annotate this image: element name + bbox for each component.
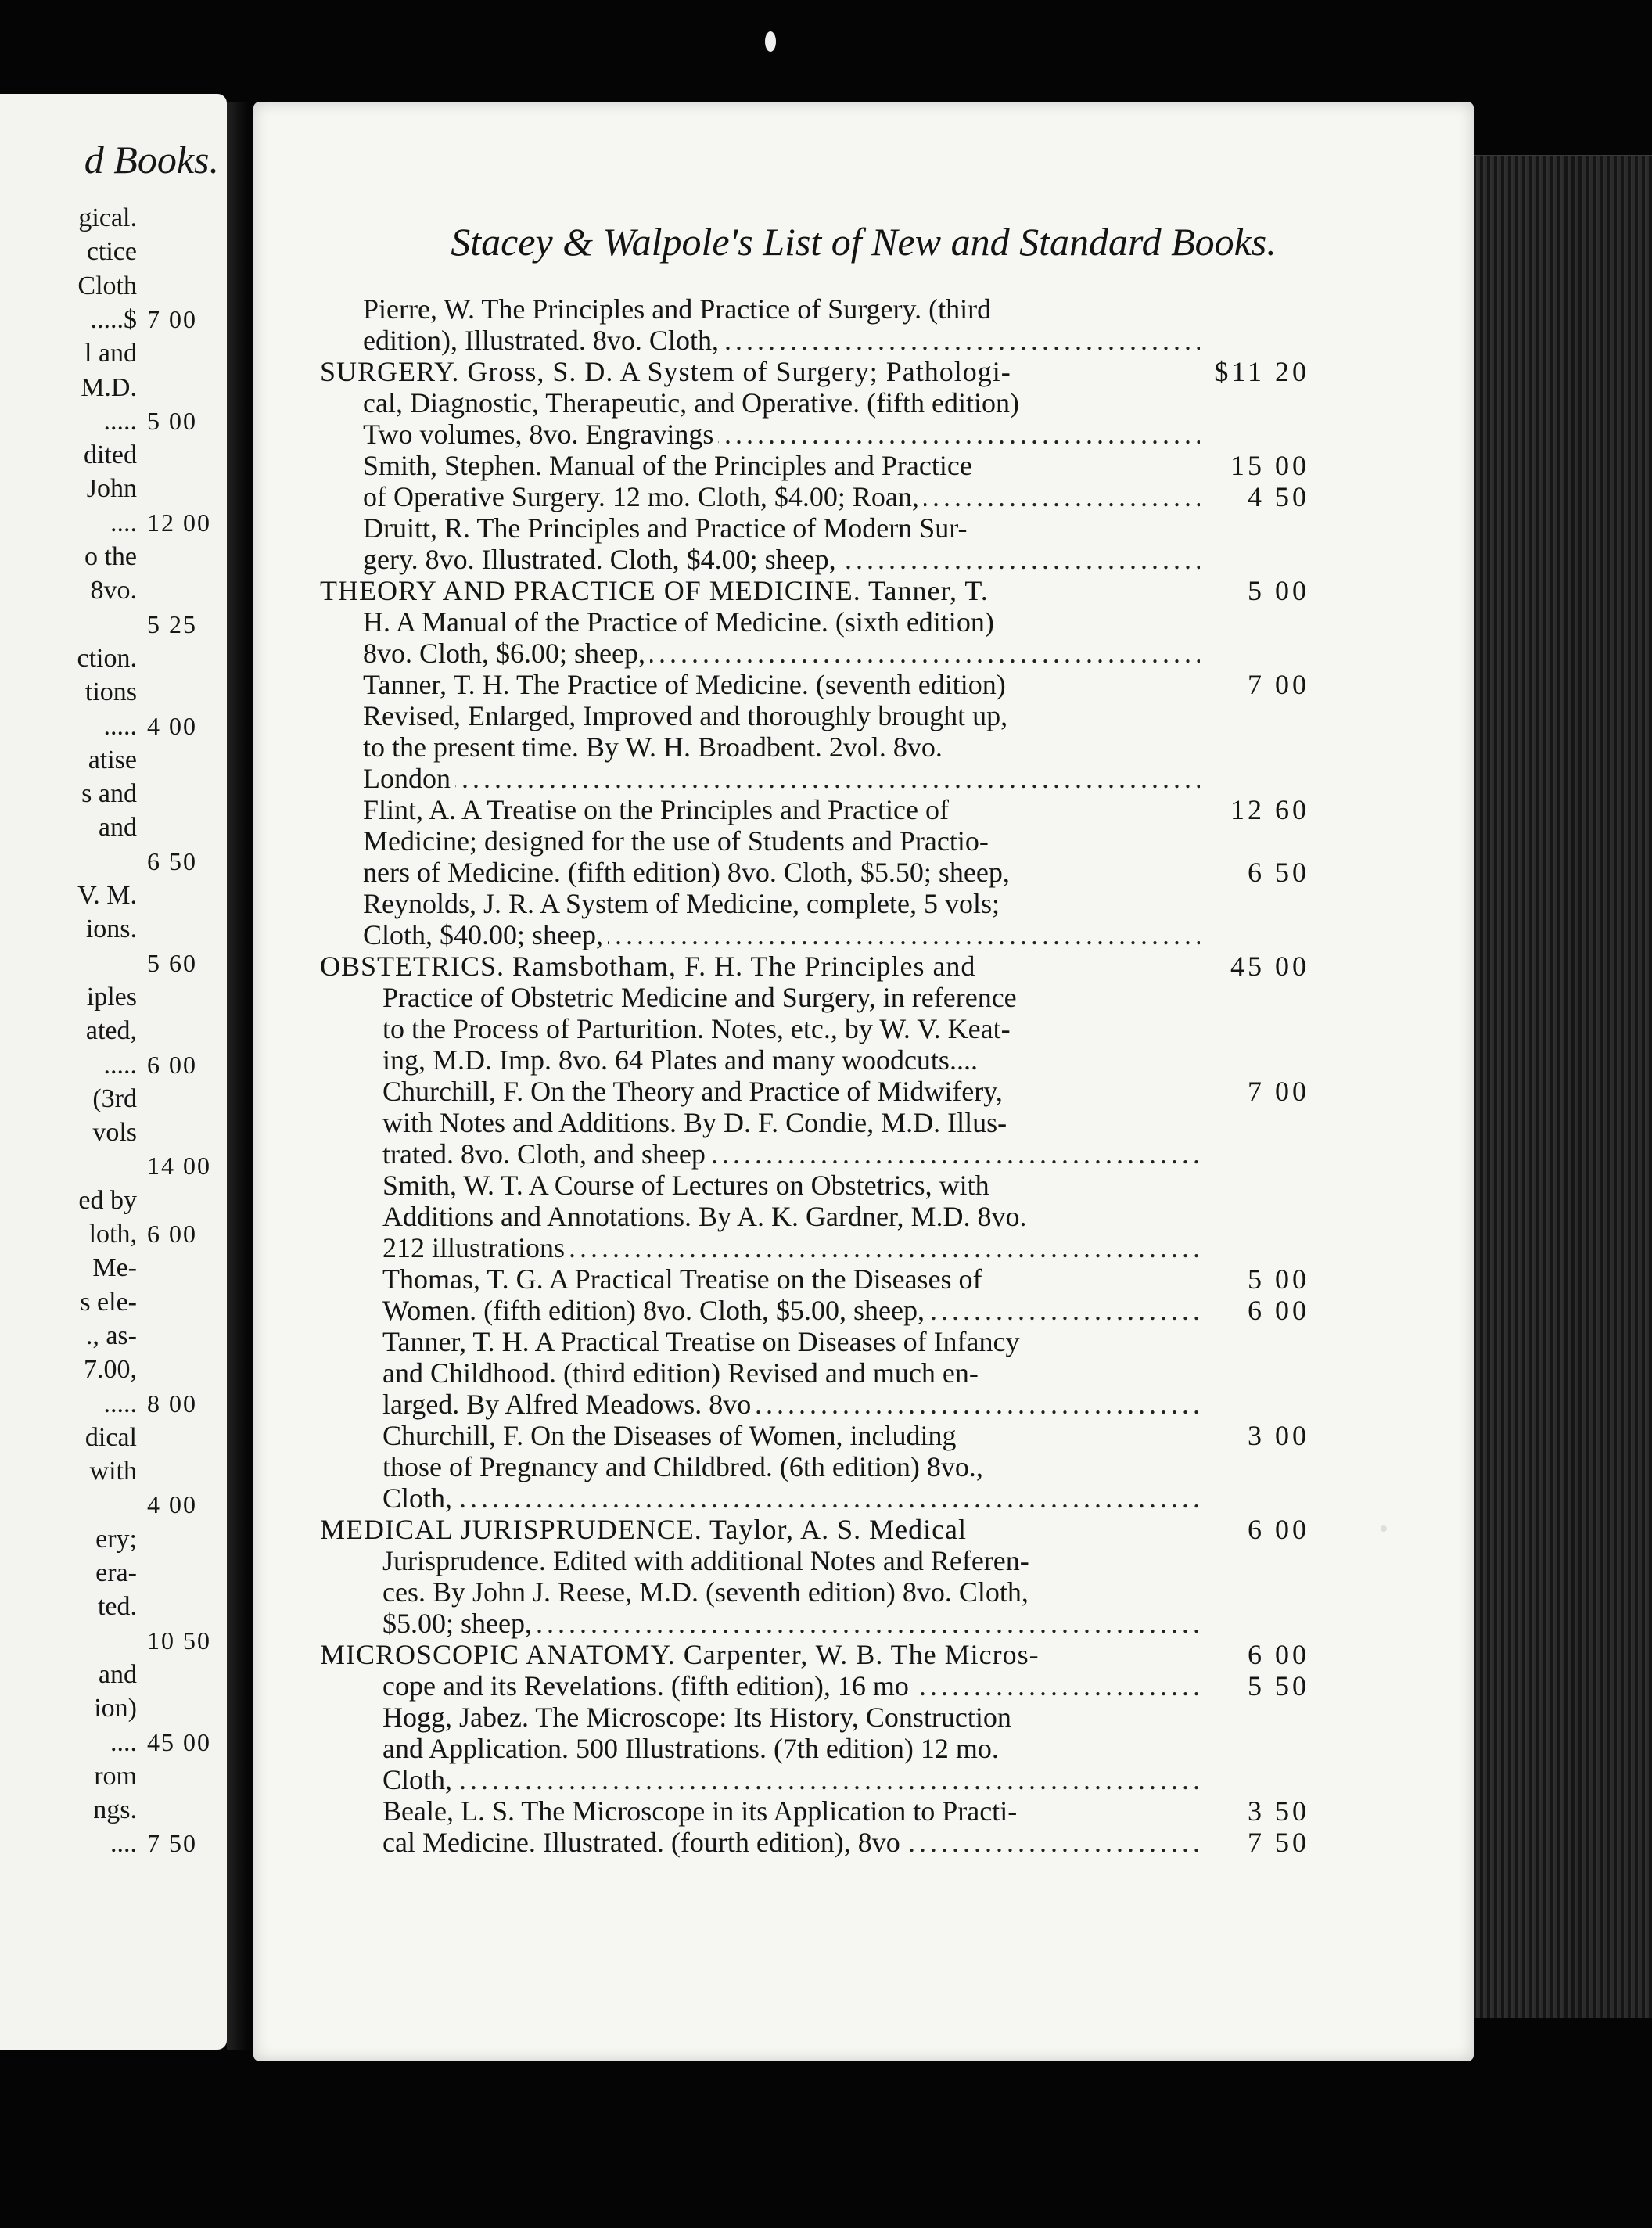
left-page-price: 4 00 [147, 711, 197, 740]
left-page-line: ed by [78, 1185, 137, 1215]
entry-price: $11 20 [1214, 356, 1309, 387]
entry-line [253, 450, 1474, 481]
left-page-line: and [98, 1659, 137, 1689]
entry-text: MICROSCOPIC ANATOMY. Carpenter, W. B. The Micros- [320, 1639, 1044, 1670]
entry-text: Tanner, T. H. The Practice of Medicine. (seventh edition) [363, 669, 1011, 700]
left-page-price: 10 50 [147, 1626, 211, 1655]
entry-line [253, 1764, 1474, 1795]
entry-line [253, 325, 1474, 356]
entry-line [253, 1044, 1474, 1076]
left-page-line: ted. [97, 1592, 137, 1622]
entry-line [253, 606, 1474, 638]
entry-text: cope and its Revelations. (fifth edition), 16 mo [382, 1670, 914, 1702]
entry-text: and Childhood. (third edition) Revised and much en- [382, 1357, 983, 1389]
left-page-price: 12 00 [147, 508, 211, 537]
left-page-price: 5 60 [147, 948, 197, 977]
left-page-line: s ele- [80, 1287, 137, 1317]
entry-text: Two volumes, 8vo. Engravings [363, 419, 718, 450]
entry-line [253, 1232, 1474, 1263]
entry-text: THEORY AND PRACTICE OF MEDICINE. Tanner, T. [320, 575, 993, 606]
left-page-line: l and [84, 339, 137, 368]
entry-line [253, 1326, 1474, 1357]
entry-text: Cloth, [382, 1482, 457, 1514]
entry-text: Tanner, T. H. A Practical Treatise on Diseases of Infancy [382, 1326, 1025, 1357]
entry-line [253, 982, 1474, 1013]
left-page-line: ..... [103, 1050, 137, 1080]
section-heading-line [253, 356, 1474, 387]
entry-text: 212 illustrations [382, 1232, 569, 1263]
entry-text: Pierre, W. The Principles and Practice of Surgery. (third [363, 293, 996, 325]
left-page-line: rom [94, 1761, 137, 1791]
left-page-line: V. M. [77, 881, 137, 910]
left-page-line: ., as- [85, 1321, 137, 1350]
left-page-line: .... [110, 508, 137, 537]
left-page-line: and [98, 813, 137, 843]
entry-price: 6 00 [1248, 1295, 1309, 1326]
entry-line [253, 1482, 1474, 1514]
left-page-line: .... [110, 1829, 137, 1859]
entry-price: 5 50 [1248, 1670, 1309, 1702]
entry-line [253, 1733, 1474, 1764]
left-page-line: s and [81, 779, 137, 809]
entry-text: cal, Diagnostic, Therapeutic, and Operative. (fifth edition) [363, 387, 1024, 419]
catalog-page [253, 102, 1474, 2061]
left-page-line: atise [88, 745, 137, 774]
entry-line [253, 857, 1474, 888]
entry-line [253, 1170, 1474, 1201]
entry-line [253, 700, 1474, 731]
entry-line [253, 888, 1474, 919]
left-page-price: 7 00 [147, 304, 197, 333]
left-page-price: 8 00 [147, 1389, 197, 1418]
entry-text: Medicine; designed for the use of Students and Practio- [363, 825, 993, 857]
section-heading-line [253, 1514, 1474, 1545]
left-page-line: ngs. [93, 1795, 137, 1825]
entry-text: edition), Illustrated. 8vo. Cloth, [363, 325, 724, 356]
book-edge [1471, 156, 1652, 2018]
page-header: Stacey & Walpole's List of New and Standard Books. [451, 220, 1277, 264]
entry-line [253, 1013, 1474, 1044]
entry-line [253, 387, 1474, 419]
left-page-price: 45 00 [147, 1727, 211, 1756]
entry-text: Flint, A. A Treatise on the Principles and Practice of [363, 794, 953, 825]
entry-text: cal Medicine. Illustrated. (fourth edition), 8vo [382, 1827, 905, 1858]
dust-speck [1381, 1525, 1387, 1532]
entry-line [253, 1107, 1474, 1138]
entry-line [253, 919, 1474, 950]
entry-price: 6 50 [1248, 857, 1309, 888]
left-page-line: ..... [103, 1389, 137, 1418]
entry-text: 8vo. Cloth, $6.00; sheep, [363, 638, 650, 669]
left-page-line: ..... [103, 406, 137, 436]
entry-text: Cloth, $40.00; sheep, [363, 919, 608, 950]
left-page-price: 5 00 [147, 406, 197, 435]
entry-text: Druitt, R. The Principles and Practice of Modern Sur- [363, 512, 971, 544]
entry-text: and Application. 500 Illustrations. (7th edition) 12 mo. [382, 1733, 1004, 1764]
entry-text: Churchill, F. On the Theory and Practice of Midwifery, [382, 1076, 1007, 1107]
left-page-line: John [86, 474, 137, 504]
entry-line [253, 1389, 1474, 1420]
left-page-line: era- [95, 1558, 137, 1587]
entry-text: Smith, W. T. A Course of Lectures on Obstetrics, with [382, 1170, 994, 1201]
left-page-line: ery; [95, 1524, 137, 1554]
left-page-line: ions. [85, 915, 137, 944]
left-page-line: with [89, 1457, 137, 1486]
entry-line [253, 1295, 1474, 1326]
entry-line [253, 1357, 1474, 1389]
entry-text: to the Process of Parturition. Notes, etc., by W. V. Keat- [382, 1013, 1015, 1044]
entry-price: 4 50 [1248, 481, 1309, 512]
left-page-price: 6 00 [147, 1220, 197, 1248]
left-page-line: ated, [85, 1016, 137, 1046]
entry-line [253, 1545, 1474, 1576]
left-page-price: 4 00 [147, 1490, 197, 1519]
entry-line [253, 1451, 1474, 1482]
entry-line [253, 512, 1474, 544]
left-page-line: M.D. [81, 372, 137, 402]
entry-text: with Notes and Additions. By D. F. Condie, M.D. Illus- [382, 1107, 1011, 1138]
dust-speck [765, 31, 776, 52]
entry-line [253, 1702, 1474, 1733]
entry-text: to the present time. By W. H. Broadbent. 2vol. 8vo. [363, 731, 947, 763]
entry-text: SURGERY. Gross, S. D. A System of Surgery; Pathologi- [320, 356, 1016, 387]
entry-price: 5 00 [1248, 575, 1309, 606]
entry-price: 6 00 [1248, 1639, 1309, 1670]
entry-price: 12 60 [1230, 794, 1309, 825]
entry-text: Cloth, [382, 1764, 457, 1795]
entry-line [253, 1827, 1474, 1858]
entry-text: ces. By John J. Reese, M.D. (seventh edition) 8vo. Cloth, [382, 1576, 1033, 1608]
entry-line [253, 794, 1474, 825]
entry-price: 7 50 [1248, 1827, 1309, 1858]
entry-line [253, 669, 1474, 700]
entry-text: MEDICAL JURISPRUDENCE. Taylor, A. S. Medical [320, 1514, 971, 1545]
entry-text: gery. 8vo. Illustrated. Cloth, $4.00; sheep, [363, 544, 841, 575]
entry-text: those of Pregnancy and Childbred. (6th edition) 8vo., [382, 1451, 988, 1482]
section-heading-line [253, 950, 1474, 982]
left-page-line: .... [110, 1727, 137, 1757]
left-page-line: dited [84, 440, 137, 470]
left-page-line: Cloth [77, 271, 137, 300]
entry-line [253, 1670, 1474, 1702]
entry-line [253, 1420, 1474, 1451]
section-heading-line [253, 1639, 1474, 1670]
entry-line [253, 481, 1474, 512]
entry-text: London [363, 763, 455, 794]
entry-line [253, 763, 1474, 794]
entry-text: Reynolds, J. R. A System of Medicine, complete, 5 vols; [363, 888, 1004, 919]
left-page-line: (3rd [92, 1083, 137, 1113]
entry-price: 45 00 [1230, 950, 1309, 982]
entry-line [253, 1263, 1474, 1295]
entry-text: Women. (fifth edition) 8vo. Cloth, $5.00, sheep, [382, 1295, 929, 1326]
left-page-line: o the [84, 542, 137, 571]
entry-price: 7 00 [1248, 1076, 1309, 1107]
left-page-line: tions [84, 677, 137, 707]
left-page-line: gical. [78, 203, 137, 232]
entry-line [253, 825, 1474, 857]
entry-price: 3 50 [1248, 1795, 1309, 1827]
left-page-price: 6 00 [147, 1050, 197, 1079]
left-page-line: ion) [94, 1694, 137, 1723]
entry-price: 7 00 [1248, 669, 1309, 700]
left-page-line: 7.00, [84, 1355, 137, 1385]
entry-text: Smith, Stephen. Manual of the Principles and Practice [363, 450, 977, 481]
entry-text: trated. 8vo. Cloth, and sheep [382, 1138, 710, 1170]
left-page-line: .....$ [90, 304, 137, 334]
left-page-line: ..... [103, 711, 137, 741]
left-page-line: loth, [88, 1220, 137, 1249]
entry-line [253, 1076, 1474, 1107]
entry-text: OBSTETRICS. Ramsbotham, F. H. The Principles and [320, 950, 980, 982]
left-page-price: 5 25 [147, 609, 197, 638]
entry-text: Practice of Obstetric Medicine and Surgery, in reference [382, 982, 1022, 1013]
entry-text: Beale, L. S. The Microscope in its Application to Practi- [382, 1795, 1022, 1827]
entry-text: Churchill, F. On the Diseases of Women, including [382, 1420, 961, 1451]
entry-price: 6 00 [1248, 1514, 1309, 1545]
entry-line [253, 1795, 1474, 1827]
entry-text: H. A Manual of the Practice of Medicine. (sixth edition) [363, 606, 999, 638]
entry-text: of Operative Surgery. 12 mo. Cloth, $4.00; Roan, [363, 481, 924, 512]
left-page-header: d Books. [84, 138, 219, 181]
entry-text: ing, M.D. Imp. 8vo. 64 Plates and many woodcuts.... [382, 1044, 982, 1076]
left-page-line: ctice [86, 237, 137, 267]
entry-line [253, 419, 1474, 450]
entry-text: ners of Medicine. (fifth edition) 8vo. Cloth, $5.50; sheep, [363, 857, 1015, 888]
entry-line [253, 1138, 1474, 1170]
left-page-line: Me- [92, 1253, 137, 1283]
left-page-line: vols [92, 1118, 137, 1148]
left-page-price: 14 00 [147, 1152, 211, 1180]
entry-text: Revised, Enlarged, Improved and thoroughly brought up, [363, 700, 1012, 731]
entry-text: Jurisprudence. Edited with additional Notes and Referen- [382, 1545, 1034, 1576]
entry-line [253, 731, 1474, 763]
entry-line [253, 1201, 1474, 1232]
entry-text: Additions and Annotations. By A. K. Gardner, M.D. 8vo. [382, 1201, 1032, 1232]
left-page-price: 7 50 [147, 1829, 197, 1858]
entry-line [253, 544, 1474, 575]
catalog-entries [253, 293, 1474, 1858]
entry-price: 3 00 [1248, 1420, 1309, 1451]
left-page-line: 8vo. [90, 576, 137, 606]
entry-line [253, 1576, 1474, 1608]
entry-text: larged. By Alfred Meadows. 8vo [382, 1389, 756, 1420]
entry-line [253, 638, 1474, 669]
entry-line [253, 293, 1474, 325]
section-heading-line [253, 575, 1474, 606]
left-page-price: 6 50 [147, 846, 197, 875]
entry-text: Thomas, T. G. A Practical Treatise on the Diseases of [382, 1263, 987, 1295]
entry-text: $5.00; sheep, [382, 1608, 537, 1639]
entry-price: 5 00 [1248, 1263, 1309, 1295]
left-page-line: ction. [77, 643, 137, 673]
left-page-line: dical [84, 1422, 137, 1452]
entry-line [253, 1608, 1474, 1639]
left-page-line: iples [86, 982, 137, 1012]
entry-text: Hogg, Jabez. The Microscope: Its History, Construction [382, 1702, 1016, 1733]
entry-price: 15 00 [1230, 450, 1309, 481]
